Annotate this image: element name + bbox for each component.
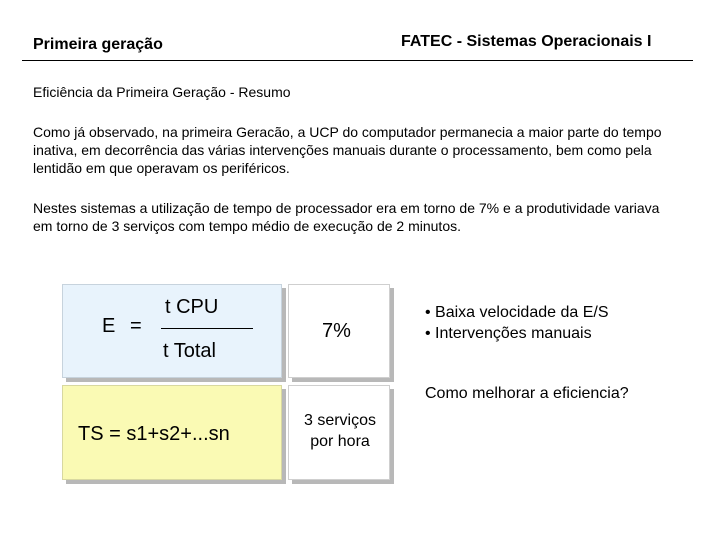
cause-list	[425, 302, 609, 344]
paragraph-utilization: Nestes sistemas a utilização de tempo de processador era em torno de 7% e a produtividade variava em torno de 3 serviços com tempo médio de execução de 2 minutos.	[33, 200, 660, 234]
paragraph-observation: Como já observado, na primeira Geracão, a UCP do computador permanecia a maior parte do tempo inativa, em decorrência das várias intervenções manuais durante o processamento, bem como pela lentidão em que operavam os periféricos.	[33, 124, 662, 176]
course-title: FATEC - Sistemas Operacionais I	[401, 33, 652, 50]
services-count: 3 serviços	[303, 412, 377, 429]
throughput-formula: TS = s1+s2+...sn	[78, 423, 230, 445]
improvement-question: Como melhorar a eficiencia?	[425, 385, 629, 402]
services-unit: por hora	[310, 433, 370, 450]
formula-numerator: t CPU	[165, 296, 219, 318]
cause-item-manual: • Intervenções manuais	[425, 325, 592, 342]
cause-item-io: • Baixa velocidade da E/S	[425, 304, 609, 321]
fraction-bar	[161, 328, 253, 329]
header-divider	[22, 60, 693, 61]
efficiency-value: 7%	[322, 320, 351, 342]
formula-lhs: E	[102, 315, 116, 337]
services-per-hour	[300, 410, 380, 452]
section-title: Primeira geração	[33, 36, 163, 53]
formula-denominator: t Total	[163, 340, 216, 362]
slide-subtitle: Eficiência da Primeira Geração - Resumo	[33, 84, 291, 100]
formula-equals: =	[130, 315, 142, 337]
